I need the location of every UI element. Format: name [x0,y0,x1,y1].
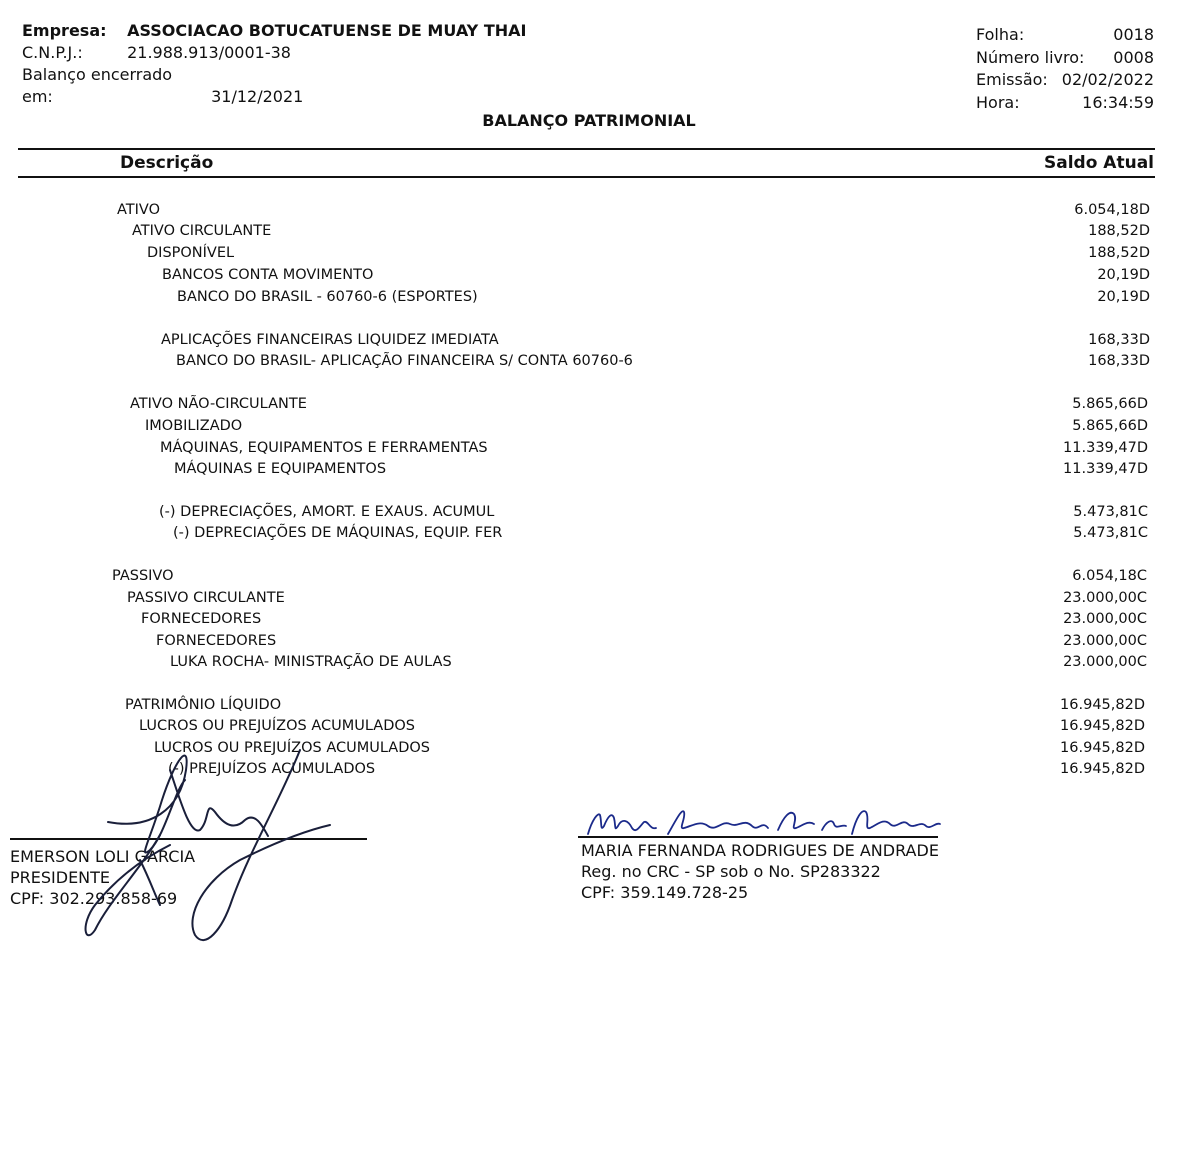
empresa-label: Empresa: [22,21,107,40]
row-description: LUKA ROCHA- MINISTRAÇÃO DE AULAS [170,654,452,670]
row-balance: 5.865,66D [1072,396,1148,412]
row-description: MÁQUINAS E EQUIPAMENTOS [174,461,387,477]
accountant-name: MARIA FERNANDA RODRIGUES DE ANDRADE [581,841,939,860]
row-balance: 23.000,00C [1063,633,1147,649]
row-balance: 20,19D [1097,289,1150,305]
row-description: BANCO DO BRASIL - 60760-6 (ESPORTES) [177,289,478,305]
row-balance: 168,33D [1088,332,1150,348]
row-description: PASSIVO [112,568,174,584]
accountant-cpf: CPF: 359.149.728-25 [581,883,749,902]
row-balance: 16.945,82D [1060,718,1145,734]
accountant-handwritten-signature [588,811,940,834]
row-description: LUCROS OU PREJUÍZOS ACUMULADOS [139,718,415,734]
row-description: FORNECEDORES [141,611,262,627]
row-description: ATIVO CIRCULANTE [132,223,272,239]
livro-value: 0008 [1113,47,1154,67]
president-name: EMERSON LOLI GARCIA [10,847,196,866]
row-description: MÁQUINAS, EQUIPAMENTOS E FERRAMENTAS [160,440,488,456]
row-description: DISPONÍVEL [147,245,235,261]
row-balance: 16.945,82D [1060,761,1145,777]
column-header-descricao: Descrição [120,153,214,173]
folha-label: Folha: [976,25,1025,44]
folha-value: 0018 [1113,25,1154,44]
row-balance: 5.473,81C [1073,525,1148,541]
row-balance: 6.054,18C [1072,568,1147,584]
row-balance: 23.000,00C [1063,654,1147,670]
balanco-date: 31/12/2021 [211,87,304,106]
row-balance: 5.865,66D [1072,418,1148,434]
row-description: ATIVO [117,202,161,218]
row-balance: 188,52D [1088,245,1150,261]
row-balance: 16.945,82D [1060,740,1145,756]
row-description: ATIVO NÃO-CIRCULANTE [130,396,307,412]
row-balance: 23.000,00C [1063,611,1147,627]
hora-value: 16:34:59 [1082,92,1154,112]
president-handwritten-signature [86,750,330,940]
president-cpf: CPF: 302.293.858-69 [10,889,178,908]
row-balance: 6.054,18D [1074,202,1150,218]
emissao-value: 02/02/2022 [1061,70,1154,89]
row-balance: 11.339,47D [1063,461,1148,477]
accountant-crc: Reg. no CRC - SP sob o No. SP283322 [581,862,881,881]
hora-label: Hora: [976,92,1020,112]
row-description: APLICAÇÕES FINANCEIRAS LIQUIDEZ IMEDIATA [161,332,499,348]
company-name: ASSOCIACAO BOTUCATUENSE DE MUAY THAI [127,21,527,40]
row-description: FORNECEDORES [156,633,277,649]
row-description: PATRIMÔNIO LÍQUIDO [125,697,282,713]
row-balance: 5.473,81C [1073,504,1148,520]
row-description: BANCOS CONTA MOVIMENTO [162,267,374,283]
row-description: IMOBILIZADO [145,418,243,434]
balanco-label: Balanço encerrado em: [22,65,173,106]
livro-label: Número livro: [976,47,1085,67]
column-header-saldo: Saldo Atual [1044,153,1154,173]
president-role: PRESIDENTE [10,868,111,887]
row-description: (-) PREJUÍZOS ACUMULADOS [168,761,376,777]
row-description: LUCROS OU PREJUÍZOS ACUMULADOS [154,740,430,756]
row-balance: 168,33D [1088,353,1150,369]
row-description: PASSIVO CIRCULANTE [127,590,285,606]
cnpj-value: 21.988.913/0001-38 [127,43,291,62]
row-balance: 11.339,47D [1063,440,1148,456]
page-title: BALANÇO PATRIMONIAL [482,111,696,130]
row-description: (-) DEPRECIAÇÕES DE MÁQUINAS, EQUIP. FER [173,525,503,541]
emissao-label: Emissão: [976,70,1048,89]
row-balance: 23.000,00C [1063,590,1147,606]
row-description: BANCO DO BRASIL- APLICAÇÃO FINANCEIRA S/ CONTA 60760-6 [176,353,633,369]
cnpj-label: C.N.P.J.: [22,43,83,62]
row-balance: 188,52D [1088,223,1150,239]
row-balance: 20,19D [1097,267,1150,283]
row-description: (-) DEPRECIAÇÕES, AMORT. E EXAUS. ACUMUL [159,504,495,520]
row-balance: 16.945,82D [1060,697,1145,713]
